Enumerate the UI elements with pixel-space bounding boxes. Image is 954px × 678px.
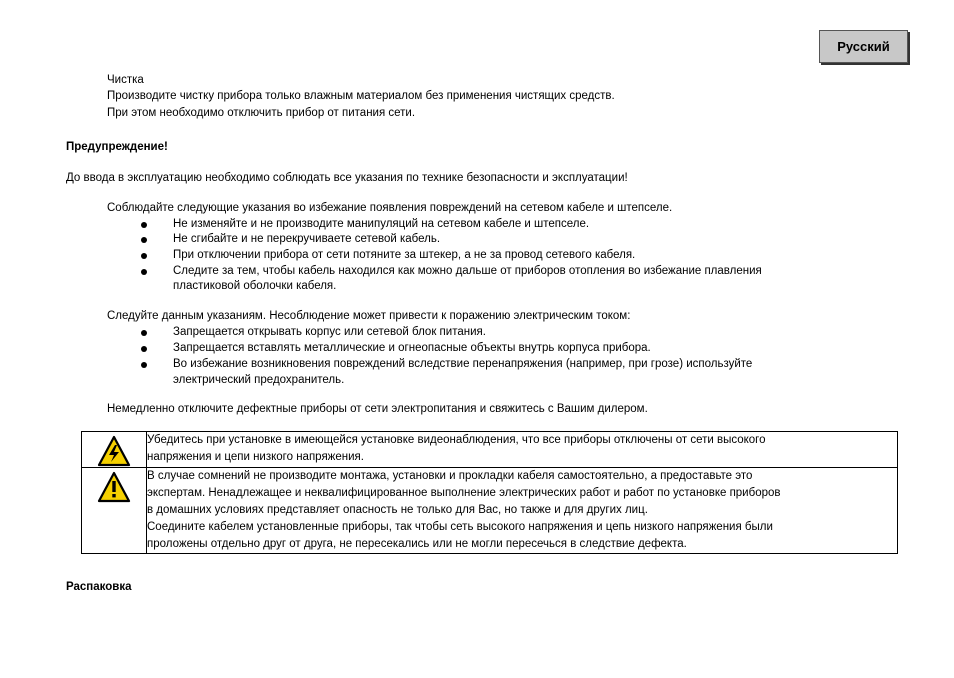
cable-item-2: Не сгибайте и не перекручиваете сетевой кабель. <box>173 233 441 245</box>
table-row2-line-4: Соедините кабелем установленные приборы, так чтобы сеть высокого напряжения и цепь низкого напряжения были <box>147 521 773 533</box>
warning-table <box>81 431 898 554</box>
cable-item-1: Не изменяйте и не производите манипуляций на сетевом кабеле и штепселе. <box>173 218 590 230</box>
bullet <box>141 222 147 228</box>
shock-item-2: Запрещается вставлять металлические и огнеопасные объекты внутрь корпуса прибора. <box>173 342 651 354</box>
bullet <box>141 330 147 336</box>
table-row1-line-1: Убедитесь при установке в имеющейся установке видеонаблюдения, что все приборы отключены от сети высокого <box>147 434 766 446</box>
shock-item-3-cont: электрический предохранитель. <box>173 374 345 386</box>
unpacking-heading: Распаковка <box>66 581 132 593</box>
table-row2-line-2: экспертам. Ненадлежащее и неквалифицированное выполнение электрических работ и работ по установке приборов <box>147 487 781 499</box>
cleaning-line-1: Производите чистку прибора только влажным материалом без применения чистящих средств. <box>107 90 615 102</box>
table-row2-line-1: В случае сомнений не производите монтажа, установки и прокладки кабеля самостоятельно, а предоставьте это <box>147 470 753 482</box>
bullet <box>141 237 147 243</box>
bullet <box>141 362 147 368</box>
dealer-note: Немедленно отключите дефектные приборы от сети электропитания и свяжитесь с Вашим дилером. <box>107 403 648 415</box>
table-row2-line-3: в домашних условиях представляет опасность не только для Вас, но также и для других лиц. <box>147 504 648 516</box>
table-row1-line-2: напряжения и цепи низкого напряжения. <box>147 451 364 463</box>
cleaning-line-2: При этом необходимо отключить прибор от питания сети. <box>107 107 416 119</box>
table-row2-line-5: проложены отдельно друг от друга, не пересекались или не могли пересечься в следствие дефекта. <box>147 538 687 550</box>
shock-item-3: Во избежание возникновения повреждений вследствие перенапряжения (например, при грозе) используйте <box>173 358 753 370</box>
warning-intro: До ввода в эксплуатацию необходимо соблюдать все указания по технике безопасности и эксплуатации! <box>66 172 628 184</box>
cable-item-4-cont: пластиковой оболочки кабеля. <box>173 280 337 292</box>
cleaning-title: Чистка <box>107 74 144 86</box>
warning-heading: Предупреждение! <box>66 141 168 153</box>
shock-intro: Следуйте данным указаниям. Несоблюдение может привести к поражению электрическим током: <box>107 310 631 322</box>
table-text-cell <box>147 468 898 554</box>
table-text-cell <box>147 432 898 468</box>
bullet <box>141 346 147 352</box>
cable-item-4: Следите за тем, чтобы кабель находился как можно дальше от приборов отопления во избежание плавления <box>173 265 762 277</box>
bullet <box>141 269 147 275</box>
language-badge: Русский <box>819 30 908 63</box>
cable-intro: Соблюдайте следующие указания во избежание появления повреждений на сетевом кабеле и штепселе. <box>107 202 673 214</box>
icon-cell <box>82 468 147 554</box>
shock-item-1: Запрещается открывать корпус или сетевой блок питания. <box>173 326 486 338</box>
table-row <box>82 432 898 468</box>
cable-item-3: При отключении прибора от сети потяните за штекер, а не за провод сетевого кабеля. <box>173 249 636 261</box>
general-warning-icon <box>97 471 131 503</box>
bullet <box>141 253 147 259</box>
high-voltage-warning-icon <box>97 435 131 467</box>
table-row <box>82 468 898 554</box>
icon-cell <box>82 432 147 468</box>
